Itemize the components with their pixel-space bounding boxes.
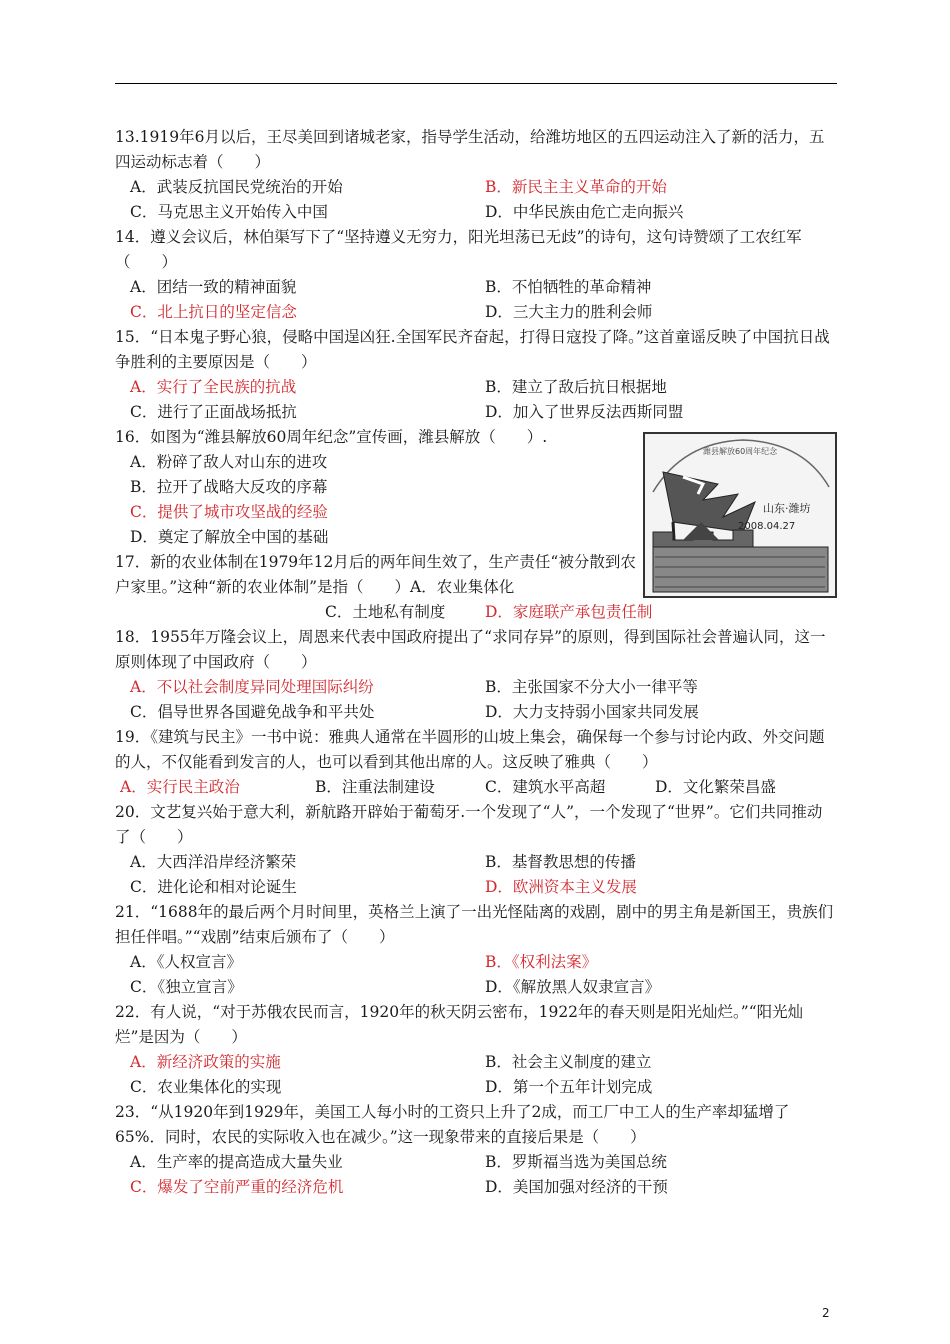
- option-a: A．不以社会制度异同处理国际纠纷: [130, 678, 374, 696]
- question-16: [115, 425, 635, 550]
- question-stem: 22．有人说，“对于苏俄农民而言，1920年的秋天阴云密布，1922年的春天则是阳光灿烂。”“阳光灿烂”是因为（ ）: [115, 1003, 804, 1046]
- option-b: B．主张国家不分大小一律平等: [485, 678, 698, 696]
- question-18: [115, 625, 837, 725]
- option-d: D．奠定了解放全中国的基础: [130, 528, 329, 546]
- stamp-date: 2008.04.27: [738, 521, 796, 532]
- option-d: D．美国加强对经济的干预: [485, 1178, 668, 1196]
- question-stem: 16．如图为“潍县解放60周年纪念”宣传画，潍县解放（ ）.: [115, 428, 548, 446]
- option-d: D．中华民族由危亡走向振兴: [485, 203, 684, 221]
- option-b: B．《权利法案》: [485, 953, 598, 971]
- question-14: [115, 225, 837, 325]
- question-stem: 15．“日本鬼子野心狼，侵略中国逞凶狂.全国军民齐奋起，打得日寇投了降。”这首童谣反映了中国抗日战争胜利的主要原因是（ ）: [115, 328, 830, 371]
- option-c: C．马克思主义开始传入中国: [130, 203, 328, 221]
- stamp-rim-text: 潍县解放60周年纪念: [703, 447, 778, 456]
- question-stem: 23．“从1920年到1929年，美国工人每小时的工资只上升了2成，而工厂中工人的生产率却猛增了65%．同时，农民的实际收入也在减少。”这一现象带来的直接后果是（ ）: [115, 1103, 790, 1146]
- option-a: A．实行民主政治: [120, 778, 240, 796]
- question-stem: 19．《建筑与民主》一书中说：雅典人通常在半圆形的山坡上集会，确保每一个参与讨论内政、外交问题的人，不仅能看到发言的人，也可以看到其他出席的人。这反映了雅典（ ）: [115, 728, 825, 771]
- option-c: C．建筑水平高超: [485, 778, 606, 796]
- option-a: A．实行了全民族的抗战: [130, 378, 297, 396]
- question-21: [115, 900, 837, 1000]
- commemorative-stamp-image: [643, 432, 837, 598]
- option-d: D．大力支持弱小国家共同发展: [485, 703, 699, 721]
- question-stem: 13.1919年6月以后，王尽美回到诸城老家，指导学生活动，给潍坊地区的五四运动注入了新的活力，五四运动标志着（ ）: [115, 128, 825, 171]
- question-stem: 21．“1688年的最后两个月时间里，英格兰上演了一出光怪陆离的戏剧，剧中的男主角是新国王，贵族们担任伴唱。”“戏剧”结束后颁布了（ ）: [115, 903, 834, 946]
- question-17: [115, 550, 653, 625]
- question-stem: 17．新的农业体制在1979年12月后的两年间生效了，生产责任“被分散到农户家里。”这种“新的农业体制”是指（ ）A．农业集体化: [115, 553, 636, 596]
- option-b: B．建立了敌后抗日根据地: [485, 378, 667, 396]
- option-a: A．团结一致的精神面貌: [130, 278, 297, 296]
- option-a: A．粉碎了敌人对山东的进攻: [130, 453, 328, 471]
- option-b: B．拉开了战略大反攻的序幕: [130, 478, 328, 496]
- option-a: A．《人权宣言》: [130, 953, 242, 971]
- option-b: B．注重法制建设: [315, 778, 435, 796]
- stamp-place: 山东·潍坊: [763, 502, 811, 515]
- page-number: 2: [822, 1306, 830, 1320]
- question-13: [115, 125, 837, 225]
- option-d: D．《解放黑人奴隶宣言》: [485, 978, 661, 996]
- option-c: C．提供了城市攻坚战的经验: [130, 503, 328, 521]
- option-c: C．倡导世界各国避免战争和平共处: [130, 703, 375, 721]
- option-c: C．爆发了空前严重的经济危机: [130, 1178, 344, 1196]
- option-d: D．文化繁荣昌盛: [655, 778, 776, 796]
- question-23: [115, 1100, 837, 1200]
- option-c: C．进化论和相对论诞生: [130, 878, 297, 896]
- option-c: C．土地私有制度: [325, 603, 446, 621]
- question-19: [115, 725, 837, 800]
- header-rule: [115, 83, 837, 84]
- option-d: D．第一个五年计划完成: [485, 1078, 653, 1096]
- option-d: D．欧洲资本主义发展: [485, 878, 637, 896]
- option-b: B．罗斯福当选为美国总统: [485, 1153, 667, 1171]
- option-a: A．大西洋沿岸经济繁荣: [130, 853, 297, 871]
- option-c: C．进行了正面战场抵抗: [130, 403, 297, 421]
- option-c: C．农业集体化的实现: [130, 1078, 282, 1096]
- option-d: D．家庭联产承包责任制: [485, 603, 653, 621]
- question-stem: 18．1955年万隆会议上，周恩来代表中国政府提出了“求同存异”的原则，得到国际社会普遍认同，这一原则体现了中国政府（ ）: [115, 628, 826, 671]
- option-d: D．三大主力的胜利会师: [485, 303, 653, 321]
- option-b: B．基督教思想的传播: [485, 853, 636, 871]
- option-a: A．武装反抗国民党统治的开始: [130, 178, 343, 196]
- question-20: [115, 800, 837, 900]
- question-15: [115, 325, 837, 425]
- option-b: B．新民主主义革命的开始: [485, 178, 667, 196]
- option-a: A．生产率的提高造成大量失业: [130, 1153, 343, 1171]
- option-c: C．《独立宣言》: [130, 978, 243, 996]
- option-d: D．加入了世界反法西斯同盟: [485, 403, 684, 421]
- question-stem: 20．文艺复兴始于意大利，新航路开辟始于葡萄牙.一个发现了“人”，一个发现了“世界”。它们共同推动了（ ）: [115, 803, 823, 846]
- question-22: [115, 1000, 837, 1100]
- option-a: A．新经济政策的实施: [130, 1053, 281, 1071]
- option-b: B．不怕牺牲的革命精神: [485, 278, 652, 296]
- option-c: C．北上抗日的坚定信念: [130, 303, 297, 321]
- question-stem: 14．遵义会议后，林伯渠写下了“坚持遵义无穷力，阳光坦荡已无歧”的诗句，这句诗赞颂了工农红军（ ）: [115, 228, 802, 271]
- option-b: B．社会主义制度的建立: [485, 1053, 652, 1071]
